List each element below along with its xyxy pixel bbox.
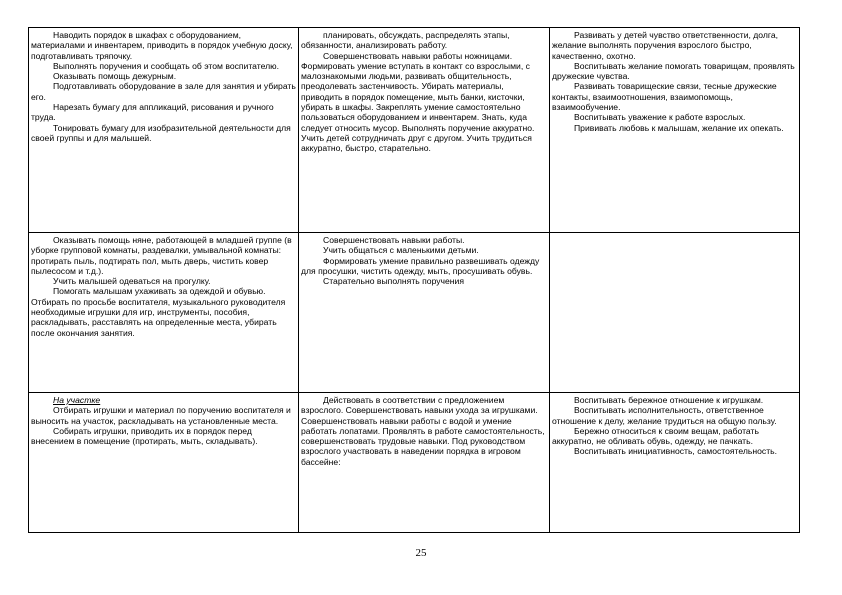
paragraph: Выполнять поручения и сообщать об этом воспитателю. xyxy=(53,60,279,71)
cell-row2-col3 xyxy=(550,233,800,393)
paragraph: Помогать малышам ухаживать за одеждой и обувью. Отбирать по просьбе воспитателя, музыкального руководителя необходимые игрушки для игр, инструменты, пособия, раскладывать, расставлять на определенные места, убирать после окончания занятия. xyxy=(31,286,286,338)
table-row xyxy=(29,233,800,393)
paragraph: Воспитывать желание помогать товарищам, проявлять дружеские чувства. xyxy=(552,60,795,82)
paragraph: Наводить порядок в шкафах с оборудованием, материалами и инвентарем, приводить в порядок учебную доску, подготавливать тряпочку. xyxy=(31,30,293,61)
paragraph: Воспитывать инициативность, самостоятельность. xyxy=(574,446,777,457)
paragraph: Нарезать бумагу для аппликаций, рисования и ручного труда. xyxy=(31,102,274,123)
paragraph: Прививать любовь к малышам, желание их опекать. xyxy=(574,122,784,133)
table-row xyxy=(29,28,800,233)
paragraph: планировать, обсуждать, распределять этапы, обязанности, анализировать работу. xyxy=(301,30,510,51)
cell-row3-col1 xyxy=(29,393,299,533)
paragraph: Действовать в соответствии с предложением взрослого. Совершенствовать навыки ухода за игрушками. Совершенствовать навыки работы с водой и умение работать лопатами. Проявлять в работе самостоятельность, совершенствовать трудовые навыки. Под руководством взрослого участвовать в наведении порядка в игровом бассейне: xyxy=(301,395,545,467)
paragraph: Развивать товарищеские связи, тесные дружеские контакты, взаимоотношения, взаимопомощь, взаимообучение. xyxy=(552,81,777,113)
cell-row1-col3 xyxy=(550,28,800,233)
paragraph: Учить общаться с маленькими детьми. xyxy=(323,245,479,256)
section-heading-text: На участке xyxy=(53,395,101,405)
paragraph: Бережно относиться к своим вещам, работать аккуратно, не обливать обувь, одежду, не пачкать. xyxy=(552,425,759,447)
cell-row1-col2 xyxy=(299,28,550,233)
paragraph: Подготавливать оборудование в зале для занятия и убирать его. xyxy=(31,81,296,102)
cell-row3-col2 xyxy=(299,393,550,533)
paragraph: Совершенствовать навыки работы ножницами. Формировать умение вступать в контакт со взрослыми, с малознакомыми людьми, развивать общительность, преодолевать застенчивость. Убирать материалы, приводить в порядок помещение, мыть банки, кисточки, убирать в шкафы. Закреплять умение самостоятельно пользоваться оборудованием и инвентарем. Знать, куда следует относить мусор. Выполнять поручение аккуратно. Учить детей сотрудничать друг с другом. Учить трудиться аккуратно, быстро, старательно. xyxy=(301,50,535,154)
paragraph: Формировать умение правильно развешивать одежду для просушки, чистить одежду, мыть, просушивать обувь. xyxy=(301,255,540,276)
paragraph: Тонировать бумагу для изобразительной деятельности для своей группы и для малышей. xyxy=(31,122,291,143)
cell-row1-col1 xyxy=(29,28,299,233)
page-number: 25 xyxy=(415,547,427,559)
table-row xyxy=(29,393,800,533)
paragraph: Совершенствовать навыки работы. xyxy=(323,235,465,245)
paragraph: Отбирать игрушки и материал по поручению воспитателя и выносить на участок, раскладывать на установленные места. xyxy=(31,405,291,426)
cell-row2-col1 xyxy=(29,233,299,393)
activities-table xyxy=(28,27,800,533)
paragraph: Развивать у детей чувство ответственности, долга, желание выполнять поручения взрослого быстро, качественно, охотно. xyxy=(552,30,779,61)
section-heading xyxy=(31,395,296,405)
paragraph: Воспитывать исполнительность, ответственное отношение к делу, желание трудиться на общую пользу. xyxy=(552,405,777,426)
paragraph: Собирать игрушки, приводить их в порядок перед внесением в помещение (протирать, мыть, складывать). xyxy=(31,425,258,447)
paragraph: Оказывать помощь дежурным. xyxy=(53,71,177,82)
cell-row2-col2 xyxy=(299,233,550,393)
paragraph: Воспитывать уважение к работе взрослых. xyxy=(574,112,746,123)
paragraph: Учить малышей одеваться на прогулку. xyxy=(53,276,211,287)
cell-row3-col3 xyxy=(550,393,800,533)
paragraph: Оказывать помощь няне, работающей в младшей группе (в уборке групповой комнаты, раздевалки, умывальной комнаты: протирать пыль, подтирать пол, мыть дверь, чистить ковер пылесосом и т.д.). xyxy=(31,235,292,276)
paragraph: Старательно выполнять поручения xyxy=(323,276,465,287)
paragraph: Воспитывать бережное отношение к игрушкам. xyxy=(574,395,764,405)
